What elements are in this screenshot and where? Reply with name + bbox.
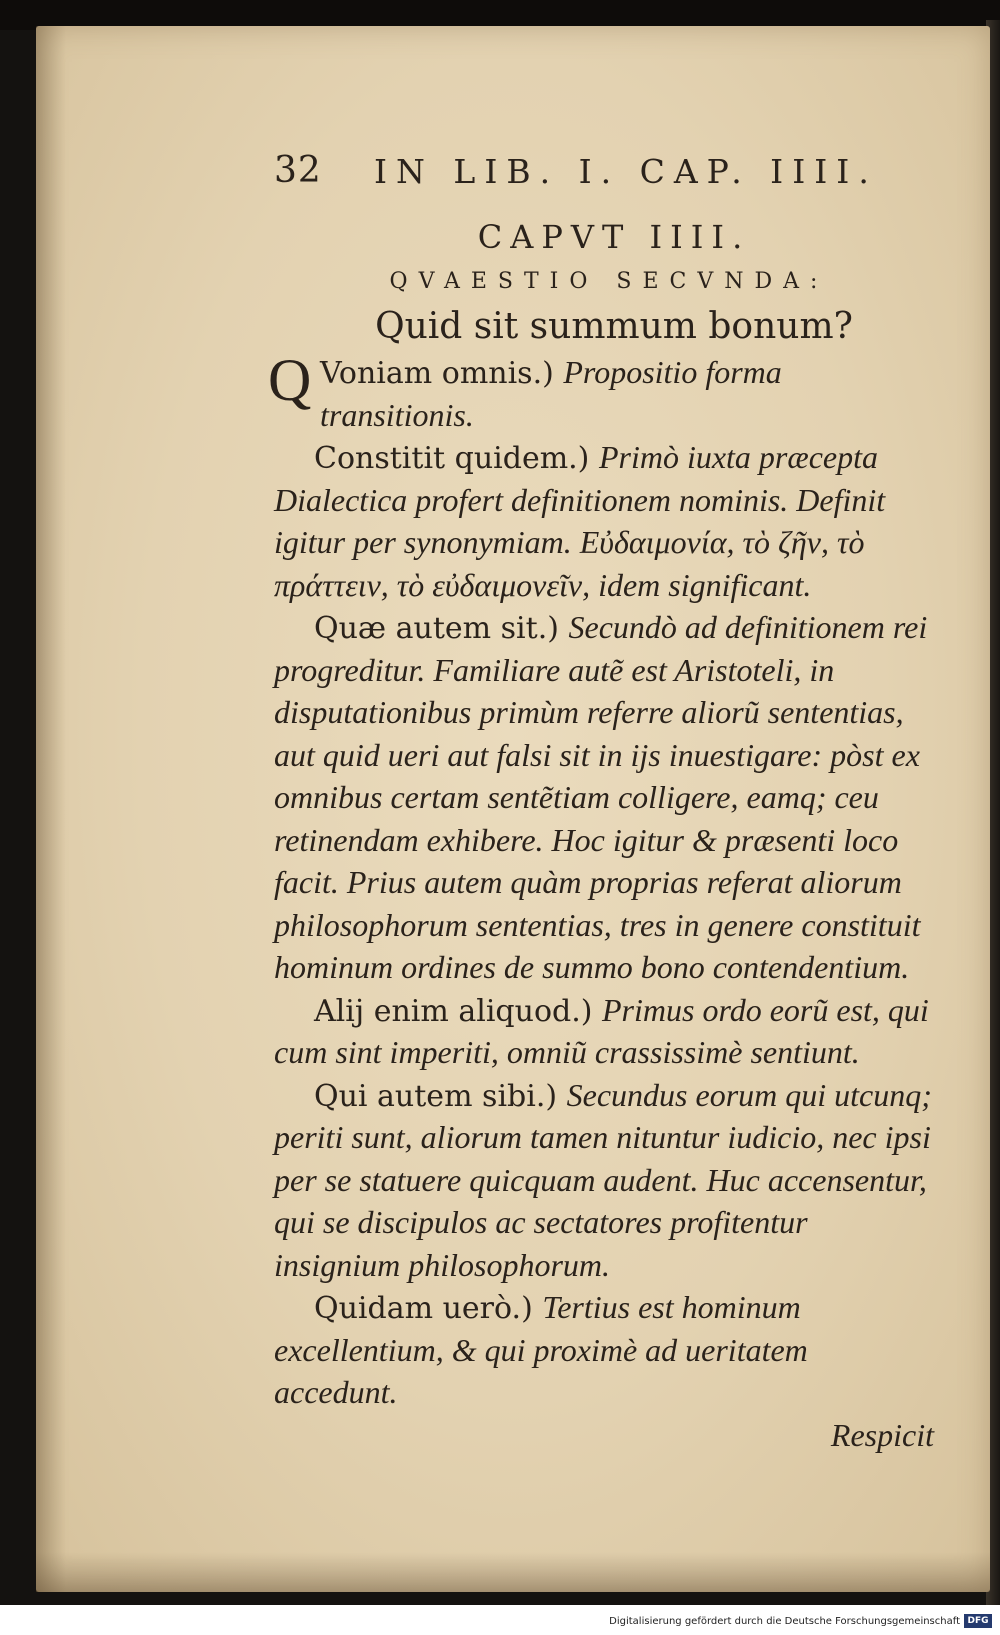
lemma: Voniam omnis.) <box>320 356 554 391</box>
commentary: Tertius est hominum excellentium, & qui proximè ad ueritatem accedunt. <box>274 1289 808 1410</box>
question-title: Quid sit summum bonum? <box>375 306 853 347</box>
paragraph-2 <box>274 437 934 607</box>
paragraph-1 <box>268 347 934 437</box>
drop-cap: Q <box>268 347 312 413</box>
lemma: Quæ autem sit.) <box>314 611 559 646</box>
page-text-block <box>268 150 934 1456</box>
paragraph-4 <box>274 990 934 1075</box>
header-line <box>274 150 934 212</box>
commentary: Secundus eorum qui utcunq; periti sunt, aliorum tamen nituntur iudicio, nec ipsi per se statuere quicquam audent. Huc accensentur, qui se discipulos ac sectatores profitentur insignium philosophorum. <box>274 1076 932 1283</box>
paragraph-3 <box>274 607 934 990</box>
page-bottom-shade <box>36 1552 990 1592</box>
lemma: Quidam uerò.) <box>314 1291 533 1326</box>
commentary: Primus ordo eorũ est, qui cum sint imperiti, omniũ crassissimè sentiunt. <box>274 991 929 1070</box>
paragraph-5 <box>274 1075 934 1288</box>
commentary: Secundò ad definitionem rei progreditur. Familiare autẽ est Aristoteli, in disputationibus primùm referre aliorũ sententias, aut quid ueri aut falsi sit in ijs inuestigare: pòst ex omnibus certam sentẽtiam colligere, eamq; ceu retinendam exhibere. Hoc igitur & præsenti loco facit. Prius autem quàm proprias referat aliorum philosophorum sententias, tres in genere constituit hominum ordines de summo bono contendentium. <box>274 609 928 985</box>
paragraph-6 <box>274 1287 934 1415</box>
question-label: QVAESTIO SECVNDA: <box>389 269 829 294</box>
commentary: Primò iuxta præcepta Dialectica profert definitionem nominis. Definit igitur per synonymiam. Εὐδαιμονία, τὸ ζῆν, τὸ πράττειν, τὸ εὐδαιμονεῖν, idem significant. <box>274 439 886 603</box>
page-number: 32 <box>274 150 322 191</box>
catchword: Respicit <box>830 1416 934 1453</box>
chapter-title: CAPVT IIII. <box>477 218 751 256</box>
lemma: Constitit quidem.) <box>314 441 590 476</box>
lemma: Qui autem sibi.) <box>314 1078 558 1114</box>
dfg-logo: DFG <box>964 1614 992 1628</box>
lemma: Alij enim aliquod.) <box>314 993 593 1029</box>
commentary: Propositio forma transitionis. <box>320 354 782 433</box>
page-gutter-shade <box>36 26 66 1592</box>
footer-credit: Digitalisierung gefördert durch die Deutsche Forschungsgemeinschaft <box>609 1616 960 1627</box>
running-head: IN LIB. I. CAP. IIII. <box>374 152 878 191</box>
